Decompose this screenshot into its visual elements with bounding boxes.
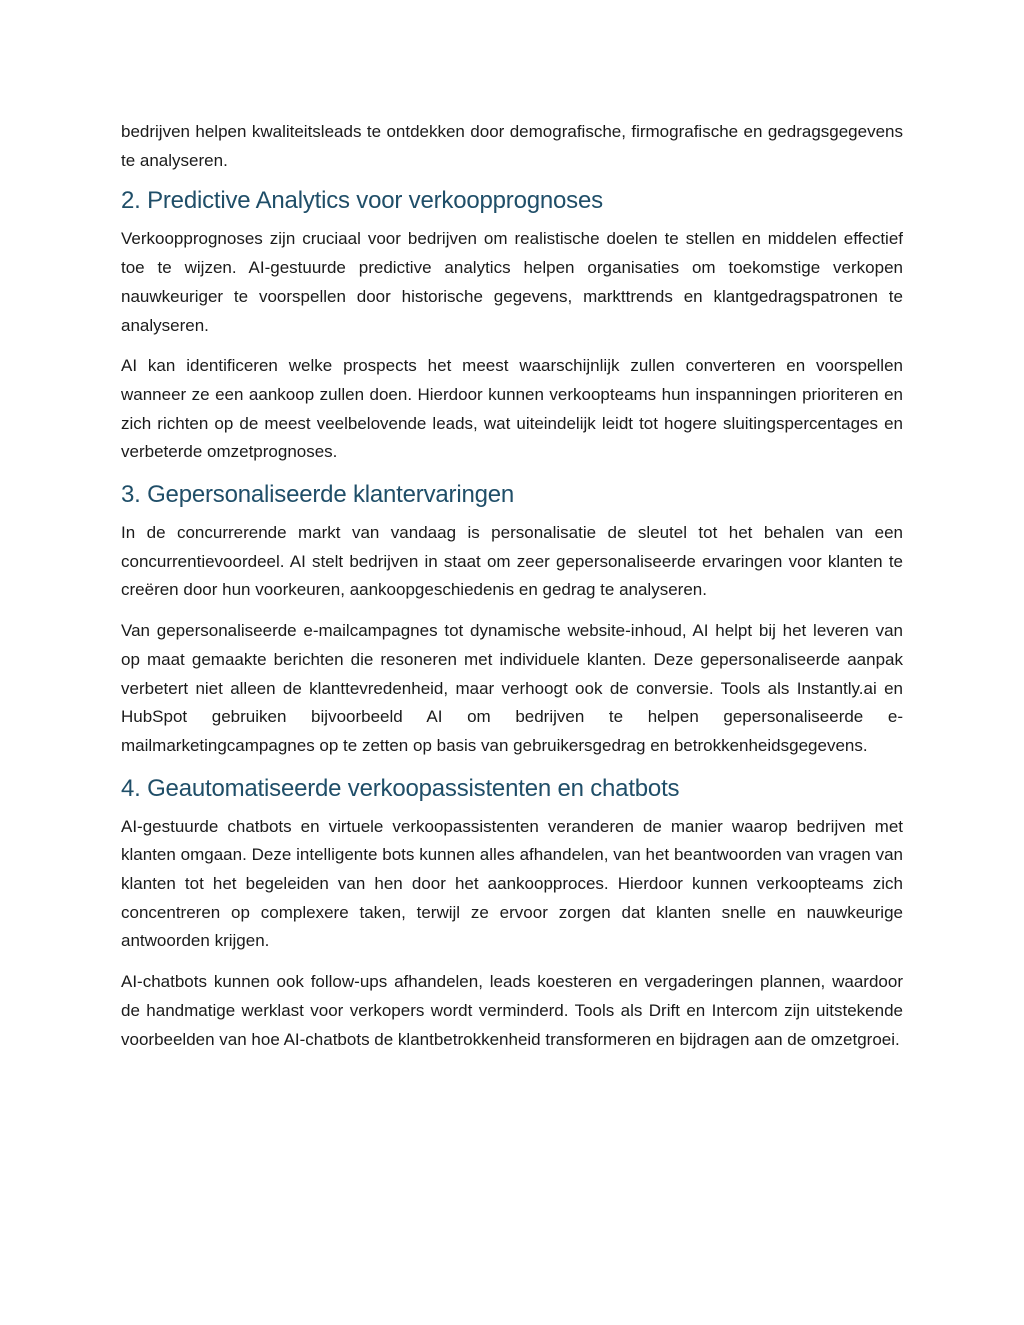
intro-paragraph: bedrijven helpen kwaliteitsleads te ontdekken door demografische, firmografische en gedragsgegevens te analyseren. bbox=[121, 122, 903, 170]
paragraph: In de concurrerende markt van vandaag is personalisatie de sleutel tot het behalen van een concurrentievoordeel. AI stelt bedrijven in staat om zeer gepersonaliseerde ervaringen voor klanten te creëren door hun voorkeuren, aankoopgeschiedenis en gedrag te analyseren. bbox=[121, 523, 903, 600]
section-predictive-analytics bbox=[121, 185, 903, 467]
section-heading: 2. Predictive Analytics voor verkoopprognoses bbox=[121, 187, 603, 215]
section-heading: 4. Geautomatiseerde verkoopassistenten en chatbots bbox=[121, 774, 680, 802]
paragraph: AI-gestuurde chatbots en virtuele verkoopassistenten veranderen de manier waarop bedrijven met klanten omgaan. Deze intelligente bots kunnen alles afhandelen, van het beantwoorden van vragen van klanten tot het begeleiden van hen door het aankoopproces. Hierdoor kunnen verkoopteams zich concentreren op complexere taken, terwijl ze ervoor zorgen dat klanten snelle en nauwkeurige antwoorden krijgen. bbox=[121, 816, 903, 951]
paragraph: Verkoopprognoses zijn cruciaal voor bedrijven om realistische doelen te stellen en middelen effectief toe te wijzen. AI-gestuurde predictive analytics helpen organisaties om toekomstige verkopen nauwkeuriger te voorspellen door historische gegevens, markttrends en klantgedragspatronen te analyseren. bbox=[121, 229, 903, 335]
section-heading: 3. Gepersonaliseerde klantervaringen bbox=[121, 481, 515, 509]
paragraph: AI-chatbots kunnen ook follow-ups afhandelen, leads koesteren en vergaderingen plannen, waardoor de handmatige werklast voor verkopers wordt verminderd. Tools als Drift en Intercom zijn uitstekende voorbeelden van hoe AI-chatbots de klantbetrokkenheid transformeren en bijdragen aan de omzetgroei. bbox=[121, 972, 903, 1049]
section-personalized-experiences bbox=[121, 479, 903, 761]
section-automated-assistants bbox=[121, 773, 903, 1055]
paragraph: Van gepersonaliseerde e-mailcampagnes tot dynamische website-inhoud, AI helpt bij het leveren van op maat gemaakte berichten die resoneren met individuele klanten. Deze gepersonaliseerde aanpak verbetert niet alleen de klanttevredenheid, maar verhoogt ook de conversie. Tools als Instantly.ai en HubSpot gebruiken bijvoorbeeld AI om bedrijven te helpen gepersonaliseerde e-mailmarketingcampagnes op te zetten op basis van gebruikersgedrag en betrokkenheidsgegevens. bbox=[121, 621, 903, 755]
paragraph: AI kan identificeren welke prospects het meest waarschijnlijk zullen converteren en voorspellen wanneer ze een aankoop zullen doen. Hierdoor kunnen verkoopteams hun inspanningen prioriteren en zich richten op de meest veelbelovende leads, wat uiteindelijk leidt tot hogere sluitingspercentages en verbeterde omzetprognoses. bbox=[121, 356, 903, 462]
document-page bbox=[121, 118, 903, 1066]
